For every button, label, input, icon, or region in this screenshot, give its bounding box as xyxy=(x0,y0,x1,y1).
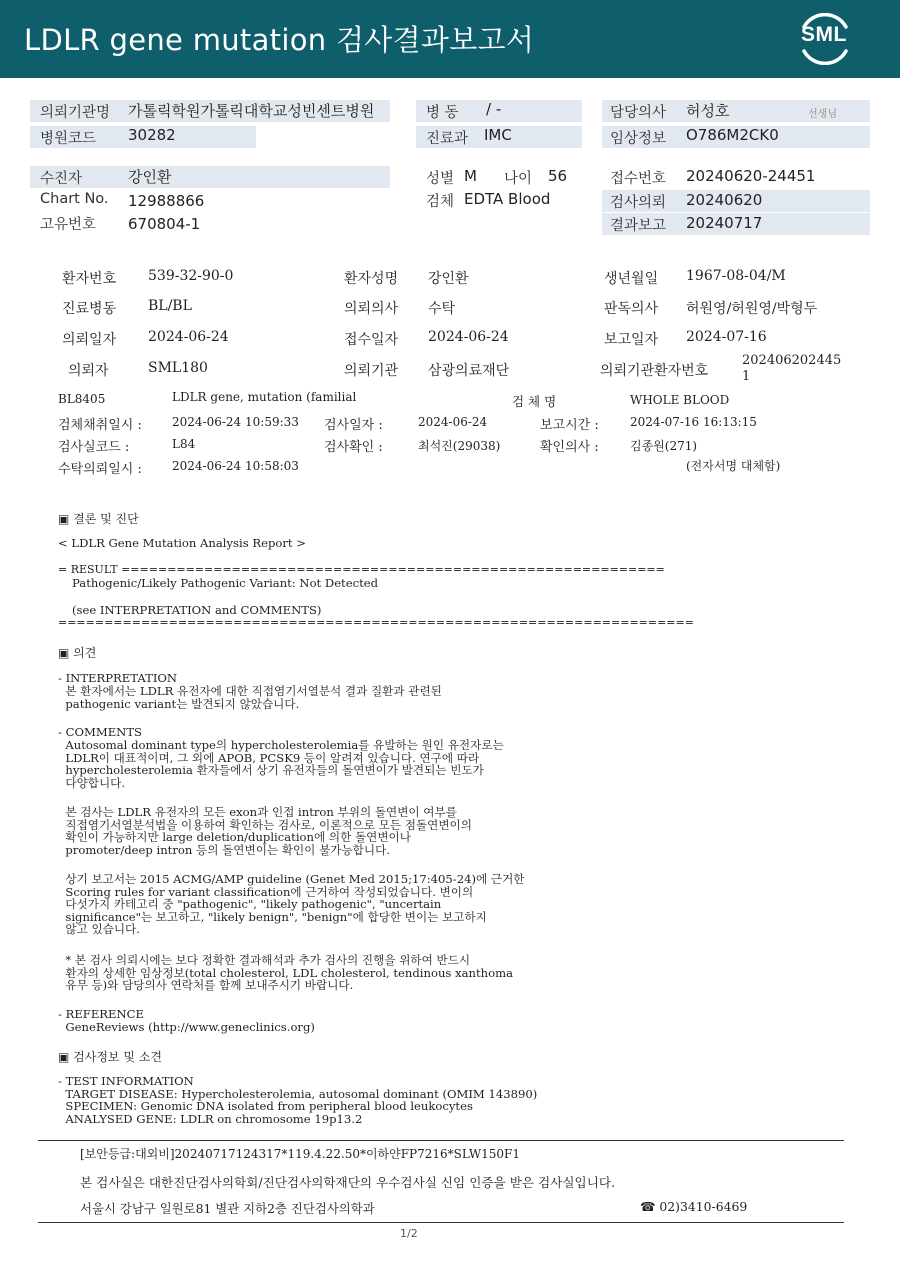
test-date-value: 2024-06-24 xyxy=(418,415,488,429)
test-check-value: 최석진(29038) xyxy=(418,439,501,453)
page-number: 1/2 xyxy=(400,1227,418,1240)
report-time-value: 2024-07-16 16:13:15 xyxy=(630,415,757,429)
recv-date-value: 2024-06-24 xyxy=(428,329,509,345)
report-date-value: 20240717 xyxy=(686,214,763,232)
result-line: = RESULT =========================================================== xyxy=(58,563,665,576)
patient-no-label: 환자번호 xyxy=(62,271,117,287)
report-time-label: 보고시간 : xyxy=(540,418,599,433)
reading-doctor-label: 판독의사 xyxy=(604,301,659,317)
patient-no-value: 539-32-90-0 xyxy=(148,268,234,284)
clinical-label: 임상정보 xyxy=(610,131,667,147)
report-date-label-2: 보고일자 xyxy=(604,332,659,348)
interpretation-body: 본 환자에서는 LDLR 유전자에 대한 직접염기서열분석 결과 질환과 관련된 pathogenic variant는 발견되지 않았습니다. xyxy=(65,684,442,711)
requester-value: SML180 xyxy=(148,360,208,376)
result-text: Pathogenic/Likely Pathogenic Variant: Not Detected xyxy=(72,576,379,590)
dept-label: 진료과 xyxy=(426,131,469,147)
patient-name-value: 강인환 xyxy=(428,271,469,287)
req-date-value-2: 2024-06-24 xyxy=(148,329,229,345)
req-inst-label: 의뢰기관명 xyxy=(40,105,111,121)
test-name: LDLR gene, mutation (familial xyxy=(172,390,357,404)
reference-title: - REFERENCE xyxy=(58,1007,144,1021)
chart-value: 12988866 xyxy=(128,192,205,210)
doctor-label: 담당의사 xyxy=(610,105,667,121)
requester-label: 의뢰자 xyxy=(68,363,109,379)
sex-label: 성별 xyxy=(426,171,455,187)
report-date-value-2: 2024-07-16 xyxy=(686,329,767,345)
req-date-value: 20240620 xyxy=(686,191,763,209)
signature-note: (전자서명 대체함) xyxy=(686,459,781,473)
specimen-label: 검체 xyxy=(426,194,455,210)
age-value: 56 xyxy=(548,167,568,185)
recv-no-value: 20240620-24451 xyxy=(686,167,816,185)
hosp-code-value: 30282 xyxy=(128,126,176,144)
recv-date-label: 접수일자 xyxy=(344,332,399,348)
ward-label: 병 동 xyxy=(426,105,459,121)
age-label: 나이 xyxy=(504,171,533,187)
report-title: LDLR gene mutation 검사결과보고서 xyxy=(24,23,535,57)
opinion-heading: ▣ 의견 xyxy=(58,646,97,660)
comments-p4: * 본 검사 의뢰시에는 보다 정확한 결과해석과 추가 검사의 진행을 위하여 반드시 환자의 상세한 임상정보(total cholesterol, LDL cholesterol, tendinous xanthoma 유무 등)와 담당의사 연락처를 함께 보내주시기 바랍니다. xyxy=(65,953,513,993)
equals-line: ===================================================================== xyxy=(58,616,694,629)
chart-label: Chart No. xyxy=(40,191,109,207)
conclusion-heading: ▣ 결론 및 진단 xyxy=(58,512,139,526)
address-text: 서울시 강남구 일원로81 별관 지하2층 진단검사의학과 xyxy=(80,1201,375,1216)
comments-title: - COMMENTS xyxy=(58,725,143,739)
clinical-value: O786M2CK0 xyxy=(686,126,779,144)
birthdate-value: 1967-08-04/M xyxy=(686,268,786,284)
req-doctor-label: 의뢰의사 xyxy=(344,301,399,317)
req-org-patient-no-suffix: 1 xyxy=(742,369,751,384)
patient-value: 강인환 xyxy=(128,168,172,186)
header-bar xyxy=(0,0,900,78)
recv-no-label: 접수번호 xyxy=(610,171,667,187)
security-line: [보안등급:대외비]20240717124317*119.4.22.50*이하얀FP7216*SLW150F1 xyxy=(80,1147,521,1161)
comments-p3: 상기 보고서는 2015 ACMG/AMP guideline (Genet Med 2015;17:405-24)에 근거한 Scoring rules for variant classification에 근거하여 작성되었습니다. 변이의 다섯가지 카테고리 중 "pathogenic", "likely pathogenic", "uncertain significance"는 보고하고, "likely benign", "benign"에 합당한 변이는 보고하지 않고 있습니다. xyxy=(65,872,525,937)
contract-time-value: 2024-06-24 10:58:03 xyxy=(172,459,299,473)
patient-name-label: 환자성명 xyxy=(344,271,399,287)
ward-label-2: 진료병동 xyxy=(62,301,117,317)
logo-text: SML xyxy=(801,23,847,46)
comments-p1: Autosomal dominant type의 hypercholesterolemia를 유발하는 원인 유전자로는 LDLR이 대표적이며, 그 외에 APOB, PCSK9 등이 알려져 있습니다. 연구에 따라 hypercholesterolemia 환자들에서 상기 유전자들의 돌연변이가 발견되는 빈도가 다양합니다. xyxy=(65,738,504,790)
req-inst-value: 가톨릭학원가톨릭대학교성빈센트병원 xyxy=(128,102,375,120)
specimen-name-value: WHOLE BLOOD xyxy=(630,393,730,407)
req-date-label: 검사의뢰 xyxy=(610,195,667,211)
comments-p2: 본 검사는 LDLR 유전자의 모든 exon과 인접 intron 부위의 돌연변이 여부를 직접염기서열분석법을 이용하여 확인하는 검사로, 이론적으로 모든 점돌연변이의 확인이 가능하지만 large deletion/duplication에 의한 돌연변이나 promoter/deep intron 등의 돌연변이는 확인이 불가능합니다. xyxy=(65,805,472,857)
contract-time-label: 수탁의뢰일시 : xyxy=(58,462,142,477)
test-information: - TEST INFORMATION TARGET DISEASE: Hypercholesterolemia, autosomal dominant (OMIM 143890) SPECIMEN: Genomic DNA isolated from peripheral blood leukocytes ANALYSED GENE: LDLR on chromosome 19p13.2 xyxy=(58,1074,538,1126)
specimen-value: EDTA Blood xyxy=(464,190,551,208)
req-org-patient-no-label: 의뢰기관환자번호 xyxy=(600,363,709,379)
req-org-patient-no-value: 202406202445 xyxy=(742,353,842,368)
interpretation-title: - INTERPRETATION xyxy=(58,671,178,685)
req-org-value: 삼광의료재단 xyxy=(428,363,510,379)
doctor-suffix: 선생님 xyxy=(808,109,837,120)
see-text: (see INTERPRETATION and COMMENTS) xyxy=(72,603,322,617)
phone-text: ☎ 02)3410-6469 xyxy=(640,1199,748,1214)
test-code: BL8405 xyxy=(58,392,106,406)
req-org-label: 의뢰기관 xyxy=(344,363,399,379)
hosp-code-label: 병원코드 xyxy=(40,131,97,147)
specimen-name-label: 검 체 명 xyxy=(512,394,557,409)
uid-label: 고유번호 xyxy=(40,217,97,233)
confirm-doctor-label: 확인의사 : xyxy=(540,440,599,455)
reading-doctor-value: 허원영/허원영/박형두 xyxy=(686,301,818,317)
certification-text: 본 검사실은 대한진단검사의학회/진단검사의학재단의 우수검사실 신임 인증을 받은 검사실입니다. xyxy=(80,1175,616,1190)
lab-code-label: 검사실코드 : xyxy=(58,440,130,455)
reference-body: GeneReviews (http://www.geneclinics.org) xyxy=(58,1020,315,1034)
confirm-doctor-value: 김종원(271) xyxy=(630,439,698,453)
dept-value: IMC xyxy=(484,126,512,144)
test-date-label: 검사일자 : xyxy=(324,418,383,433)
footer-top-rule xyxy=(38,1140,844,1141)
req-date-label-2: 의뢰일자 xyxy=(62,332,117,348)
doctor-value: 허성호 xyxy=(686,102,730,120)
test-info-heading: ▣ 검사정보 및 소견 xyxy=(58,1050,162,1064)
footer-bottom-rule xyxy=(38,1222,844,1223)
req-doctor-value: 수탁 xyxy=(428,301,456,317)
collect-time-label: 검체채취일시 : xyxy=(58,418,142,433)
analysis-title: < LDLR Gene Mutation Analysis Report > xyxy=(58,536,306,550)
lab-code-value: L84 xyxy=(172,437,196,451)
ward-value: / - xyxy=(486,100,502,118)
ward-value-2: BL/BL xyxy=(148,298,192,314)
birthdate-label: 생년월일 xyxy=(604,271,659,287)
patient-label: 수진자 xyxy=(40,171,83,187)
test-check-label: 검사확인 : xyxy=(324,440,383,455)
sex-value: M xyxy=(464,167,477,185)
uid-value: 670804-1 xyxy=(128,215,201,233)
report-date-label: 결과보고 xyxy=(610,218,667,234)
collect-time-value: 2024-06-24 10:59:33 xyxy=(172,415,299,429)
